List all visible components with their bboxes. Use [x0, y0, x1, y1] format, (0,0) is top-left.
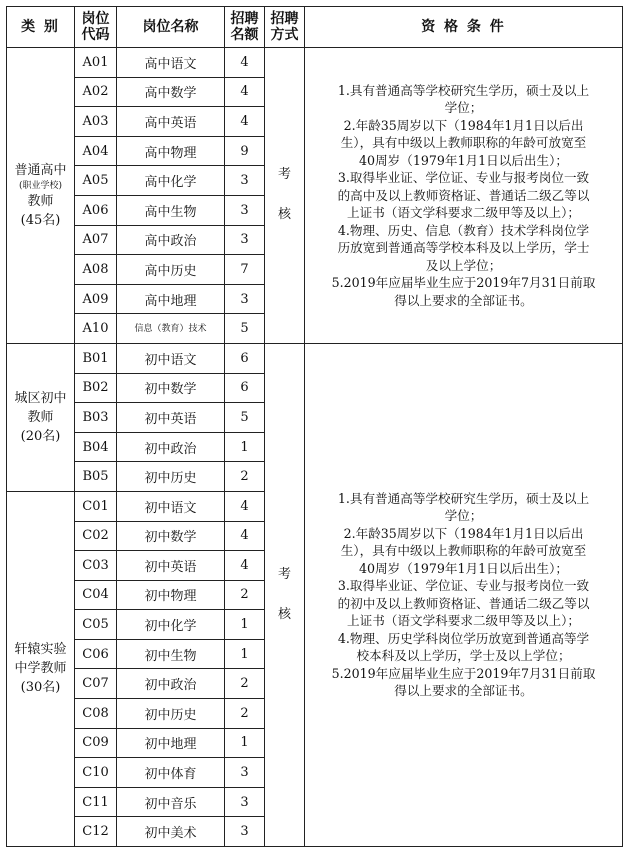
condition-line: 的初中及以上教师资格证、普通话二级乙等以 — [337, 595, 590, 611]
condition-line: 40周岁（1979年1月1日以后出生）； — [359, 560, 568, 576]
position-name: 初中历史 — [117, 699, 225, 729]
position-name: 信息（教育）技术 — [117, 314, 225, 344]
position-name: 初中语文 — [117, 343, 225, 373]
header-method: 招聘方式 — [265, 7, 305, 48]
position-quota: 7 — [225, 255, 265, 285]
position-name: 高中历史 — [117, 255, 225, 285]
position-quota: 9 — [225, 136, 265, 166]
method-label-top: 考 — [277, 167, 291, 183]
condition-line: 2.年龄35周岁以下（1984年1月1日以后出 — [343, 117, 584, 133]
position-code: A08 — [75, 255, 117, 285]
category-note: (职业学校) — [18, 180, 63, 191]
position-code: A02 — [75, 77, 117, 107]
method-high-school — [265, 48, 305, 344]
position-name: 初中语文 — [117, 491, 225, 521]
condition-line: 得以上要求的全部证书。 — [394, 683, 533, 699]
condition-line: 1.具有普通高等学校研究生学历，硕士及以上 — [337, 82, 590, 98]
position-name: 高中地理 — [117, 284, 225, 314]
category-line2: 教师 — [27, 193, 54, 209]
position-quota: 3 — [225, 284, 265, 314]
condition-line: 1.具有普通高等学校研究生学历，硕士及以上 — [337, 490, 590, 506]
table-row — [7, 343, 623, 373]
category-total: (30名) — [20, 680, 61, 696]
position-name: 高中化学 — [117, 166, 225, 196]
condition-line: 3.取得毕业证、学位证、专业与报考岗位一致 — [337, 170, 590, 186]
method-label-bottom: 核 — [277, 207, 291, 223]
condition-line: 生），具有中级以上教师职称的年龄可放宽至 — [340, 543, 587, 559]
position-code: A09 — [75, 284, 117, 314]
category-urban-middle — [7, 343, 75, 491]
position-quota: 5 — [225, 314, 265, 344]
category-line2: 中学教师 — [14, 661, 67, 677]
position-quota: 1 — [225, 610, 265, 640]
position-code: C04 — [75, 580, 117, 610]
condition-line: 校本科及以上学历，学士及以上学位； — [356, 648, 571, 664]
position-quota: 1 — [225, 728, 265, 758]
position-name: 初中美术 — [117, 817, 225, 847]
method-label-bottom: 核 — [277, 606, 291, 622]
position-quota: 4 — [225, 491, 265, 521]
position-code: C01 — [75, 491, 117, 521]
position-name: 初中生物 — [117, 639, 225, 669]
condition-line: 5.2019年应届毕业生应于2019年7月31日前取 — [331, 275, 596, 291]
category-total: (20名) — [20, 428, 61, 444]
position-name: 高中数学 — [117, 77, 225, 107]
table-row — [7, 48, 623, 78]
position-code: B01 — [75, 343, 117, 373]
position-quota: 4 — [225, 77, 265, 107]
position-name: 初中政治 — [117, 669, 225, 699]
condition-line: 得以上要求的全部证书。 — [394, 292, 533, 308]
category-line1: 轩辕实验 — [14, 642, 67, 658]
position-name: 高中政治 — [117, 225, 225, 255]
condition-line: 学位； — [444, 100, 483, 116]
category-line2: 教师 — [27, 409, 54, 425]
position-code: C03 — [75, 551, 117, 581]
position-code: A05 — [75, 166, 117, 196]
position-name: 初中音乐 — [117, 787, 225, 817]
condition-line: 2.年龄35周岁以下（1984年1月1日以后出 — [343, 525, 584, 541]
condition-line: 的高中及以上教师资格证、普通话二级乙等以 — [337, 187, 590, 203]
position-quota: 2 — [225, 580, 265, 610]
position-quota: 3 — [225, 758, 265, 788]
position-name: 高中物理 — [117, 136, 225, 166]
condition-line: 40周岁（1979年1月1日以后出生）； — [359, 152, 568, 168]
condition-line: 历放宽到普通高等学校本科及以上学历，学士 — [337, 240, 590, 256]
position-code: A04 — [75, 136, 117, 166]
category-line1: 普通高中 — [14, 162, 67, 178]
position-quota: 4 — [225, 521, 265, 551]
recruitment-table — [6, 6, 623, 847]
position-name: 初中数学 — [117, 521, 225, 551]
position-name: 初中化学 — [117, 610, 225, 640]
condition-line: 生），具有中级以上教师职称的年龄可放宽至 — [340, 135, 587, 151]
position-quota: 1 — [225, 432, 265, 462]
position-quota: 4 — [225, 48, 265, 78]
header-quota: 招聘名额 — [225, 7, 265, 48]
category-xuanyuan-middle — [7, 491, 75, 846]
position-quota: 5 — [225, 403, 265, 433]
position-code: B05 — [75, 462, 117, 492]
category-line1: 城区初中 — [14, 390, 67, 406]
position-code: A06 — [75, 195, 117, 225]
position-code: A07 — [75, 225, 117, 255]
position-quota: 3 — [225, 225, 265, 255]
position-name: 初中英语 — [117, 551, 225, 581]
header-name: 岗位名称 — [117, 7, 225, 48]
condition-line: 及以上学位； — [425, 257, 502, 273]
position-quota: 3 — [225, 195, 265, 225]
position-quota: 4 — [225, 551, 265, 581]
position-name: 高中英语 — [117, 107, 225, 137]
conditions-high-school — [305, 48, 623, 344]
conditions-middle-school — [305, 343, 623, 846]
position-quota: 3 — [225, 817, 265, 847]
condition-line: 5.2019年应届毕业生应于2019年7月31日前取 — [331, 665, 596, 681]
position-code: C10 — [75, 758, 117, 788]
position-quota: 4 — [225, 107, 265, 137]
method-middle-school — [265, 343, 305, 846]
position-code: A01 — [75, 48, 117, 78]
condition-line: 学位； — [444, 508, 483, 524]
header-code: 岗位代码 — [75, 7, 117, 48]
position-code: C11 — [75, 787, 117, 817]
position-code: A10 — [75, 314, 117, 344]
position-quota: 2 — [225, 669, 265, 699]
position-name: 高中生物 — [117, 195, 225, 225]
position-code: C09 — [75, 728, 117, 758]
position-quota: 2 — [225, 462, 265, 492]
position-code: B03 — [75, 403, 117, 433]
category-high-school — [7, 48, 75, 344]
position-name: 初中数学 — [117, 373, 225, 403]
position-quota: 1 — [225, 639, 265, 669]
condition-line: 4.物理、历史学科岗位学历放宽到普通高等学 — [337, 630, 590, 646]
condition-line: 上证书（语文学科要求二级甲等及以上）； — [347, 613, 580, 629]
position-code: B02 — [75, 373, 117, 403]
category-total: (45名) — [20, 212, 61, 228]
position-code: C06 — [75, 639, 117, 669]
position-code: C12 — [75, 817, 117, 847]
position-quota: 6 — [225, 373, 265, 403]
condition-line: 上证书（语文学科要求二级甲等及以上）； — [347, 205, 580, 221]
position-code: C08 — [75, 699, 117, 729]
position-code: C07 — [75, 669, 117, 699]
position-name: 初中政治 — [117, 432, 225, 462]
method-label-top: 考 — [277, 566, 291, 582]
condition-line: 3.取得毕业证、学位证、专业与报考岗位一致 — [337, 578, 590, 594]
position-quota: 2 — [225, 699, 265, 729]
header-category: 类 别 — [7, 7, 75, 48]
position-name: 初中体育 — [117, 758, 225, 788]
position-name: 初中历史 — [117, 462, 225, 492]
position-quota: 3 — [225, 166, 265, 196]
position-name: 高中语文 — [117, 48, 225, 78]
header-row — [7, 7, 623, 48]
position-code: B04 — [75, 432, 117, 462]
condition-line: 4.物理、历史、信息（教育）技术学科岗位学 — [337, 222, 590, 238]
position-quota: 6 — [225, 343, 265, 373]
position-name: 初中物理 — [117, 580, 225, 610]
position-code: C05 — [75, 610, 117, 640]
position-name: 初中地理 — [117, 728, 225, 758]
position-quota: 3 — [225, 787, 265, 817]
position-code: A03 — [75, 107, 117, 137]
position-code: C02 — [75, 521, 117, 551]
header-conditions: 资 格 条 件 — [305, 7, 623, 48]
position-name: 初中英语 — [117, 403, 225, 433]
